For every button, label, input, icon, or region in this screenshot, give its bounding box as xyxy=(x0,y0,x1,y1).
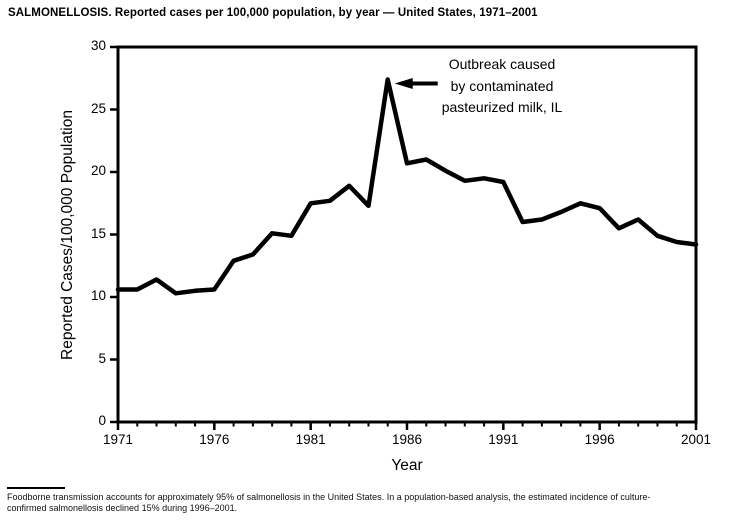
x-tick-label: 1996 xyxy=(584,432,615,447)
y-tick-label: 5 xyxy=(98,350,106,366)
x-axis-label: Year xyxy=(391,457,423,474)
plot-frame xyxy=(118,47,696,422)
figure-title: SALMONELLOSIS. Reported cases per 100,000 population, by year — United States, 1971–2001 xyxy=(8,7,538,19)
x-tick-label: 2001 xyxy=(680,432,712,447)
y-tick-label: 20 xyxy=(90,163,106,178)
footnote xyxy=(7,492,747,514)
footnote-text: confirmed salmonellosis declined 15% during 1996–2001. xyxy=(7,503,238,513)
annotation-line: Outbreak caused xyxy=(448,56,556,72)
footnote-rule xyxy=(7,487,65,489)
annotation-line: by contaminated xyxy=(450,77,554,94)
annotation-line: pasteurized milk, IL xyxy=(441,99,563,115)
y-tick-label: 0 xyxy=(98,413,106,428)
y-tick-label: 30 xyxy=(90,38,106,53)
x-tick-label: 1971 xyxy=(102,432,134,447)
x-tick-label: 1976 xyxy=(199,432,230,447)
annotation-arrowhead xyxy=(395,78,413,89)
x-tick-label: 1991 xyxy=(488,432,519,447)
outbreak-annotation xyxy=(424,54,580,119)
x-tick-label: 1986 xyxy=(391,432,423,447)
footnote-text: Foodborne transmission accounts for approximately 95% of salmonellosis in the United States. In a population-based analysis, the estimated incidence of culture- xyxy=(7,492,651,502)
x-tick-label: 1981 xyxy=(295,432,326,447)
y-tick-label: 25 xyxy=(90,100,106,116)
y-tick-label: 15 xyxy=(90,225,106,241)
y-tick-label: 10 xyxy=(90,288,106,303)
data-line xyxy=(118,80,696,294)
y-axis-label: Reported Cases/100,000 Population xyxy=(59,110,76,360)
